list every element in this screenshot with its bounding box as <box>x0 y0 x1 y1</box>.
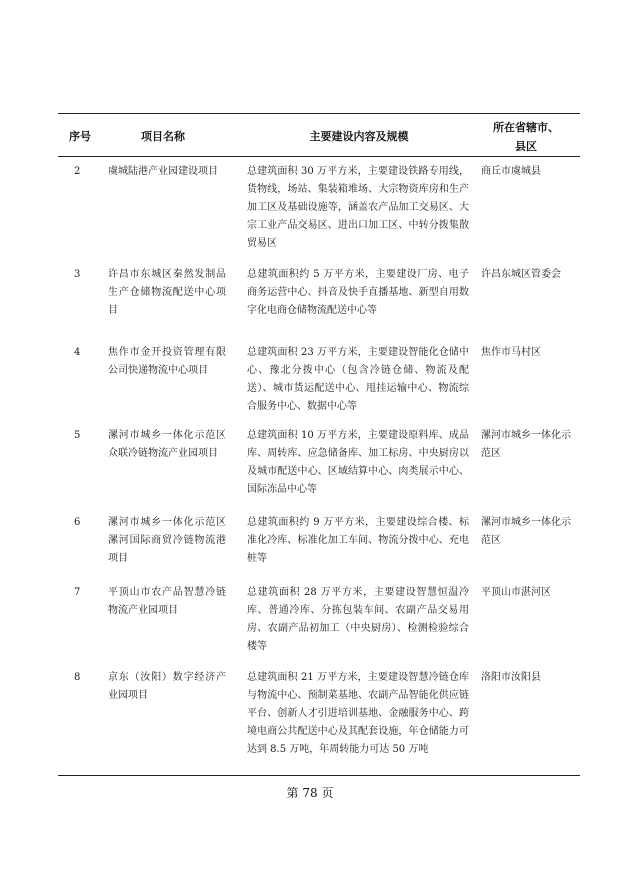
row-content: 总建筑面积 30 万平方米，主要建设铁路专用线，货物线，场站、集装箱堆场、大宗物资库房和生产加工区及基础设施等，涵盖农产品加工交易区、大宗工业产品交易区、进出口加工区、中转分拨集散贸易区 <box>247 166 469 249</box>
row-content: 总建筑面积 23 万平方米，主要建设智能化仓储中心、豫北分拨中心（包含冷链仓储、物流及配送）、城市货运配送中心、甩挂运输中心、物流综合服务中心、数据中心等 <box>247 347 469 412</box>
table-top-rule <box>58 113 580 114</box>
row-location: 漯河市城乡一体化示范区 <box>481 517 571 546</box>
table-bottom-rule <box>58 775 580 776</box>
row-project-name: 平顶山市农产品智慧冷链物流产业园项目 <box>108 587 226 616</box>
row-location: 漯河市城乡一体化示范区 <box>481 430 571 459</box>
row-location: 商丘市虞城县 <box>481 166 541 177</box>
row-seq: 6 <box>74 517 81 528</box>
row-project-name: 漯河市城乡一体化示范区众联冷链物流产业园项目 <box>108 430 226 459</box>
row-project-name: 京东（汝阳）数字经济产业园项目 <box>108 672 226 701</box>
row-location: 焦作市马村区 <box>481 347 541 358</box>
header-content-scale: 主要建设内容及规模 <box>309 130 409 143</box>
row-project-name: 焦作市金开投资管理有限公司快递物流中心项目 <box>108 347 226 376</box>
row-seq: 7 <box>74 587 81 598</box>
row-location: 洛阳市汝阳县 <box>481 672 541 683</box>
header-location-line1: 所在省辖市、 <box>493 121 559 134</box>
row-seq: 5 <box>74 430 81 441</box>
row-project-name: 许昌市东城区秦然发制品生产仓储物流配送中心项目 <box>108 269 226 316</box>
row-project-name: 虞城陆港产业园建设项目 <box>108 166 218 177</box>
row-content: 总建筑面积约 9 万平方米，主要建设综合楼、标准化冷库、标准化加工车间、物流分拨中心、充电桩等 <box>247 517 469 564</box>
row-content: 总建筑面积 21 万平方米，主要建设智慧冷链仓库与物流中心、预制菜基地、农副产品智能化供应链平台、创新人才引进培训基地、金融服务中心、跨境电商公共配送中心及其配套设施，年仓储能力可达到 8.5 万吨，年周转能力可达 50 万吨 <box>247 672 469 755</box>
header-project-name: 项目名称 <box>141 130 185 143</box>
row-seq: 2 <box>74 166 81 177</box>
row-content: 总建筑面积约 5 万平方米，主要建设厂房、电子商务运营中心、抖音及快手直播基地、新型自用数字化电商仓储物流配送中心等 <box>247 269 469 316</box>
header-seq: 序号 <box>69 130 91 143</box>
header-location <box>476 118 576 156</box>
table-header-rule <box>58 156 580 157</box>
row-location: 许昌东城区管委会 <box>481 269 561 280</box>
row-seq: 4 <box>74 347 81 358</box>
row-content: 总建筑面积 28 万平方米，主要建设智慧恒温冷库、普通冷库、分拣包装车间、农副产品交易用房、农副产品初加工（中央厨房）、检测检验综合楼等 <box>247 587 469 652</box>
row-location: 平顶山市湛河区 <box>481 587 551 598</box>
header-location-line2: 县区 <box>515 140 537 153</box>
page-number: 第 78 页 <box>286 786 334 800</box>
row-content: 总建筑面积 10 万平方米，主要建设原料库、成品库、周转库、应急储备库、加工标房、中央厨房以及城市配送中心、区域结算中心、肉类展示中心、国际冻品中心等 <box>247 430 469 495</box>
row-project-name: 漯河市城乡一体化示范区漯河国际商贸冷链物流港项目 <box>108 517 226 564</box>
row-seq: 3 <box>74 269 81 280</box>
row-seq: 8 <box>74 672 81 683</box>
